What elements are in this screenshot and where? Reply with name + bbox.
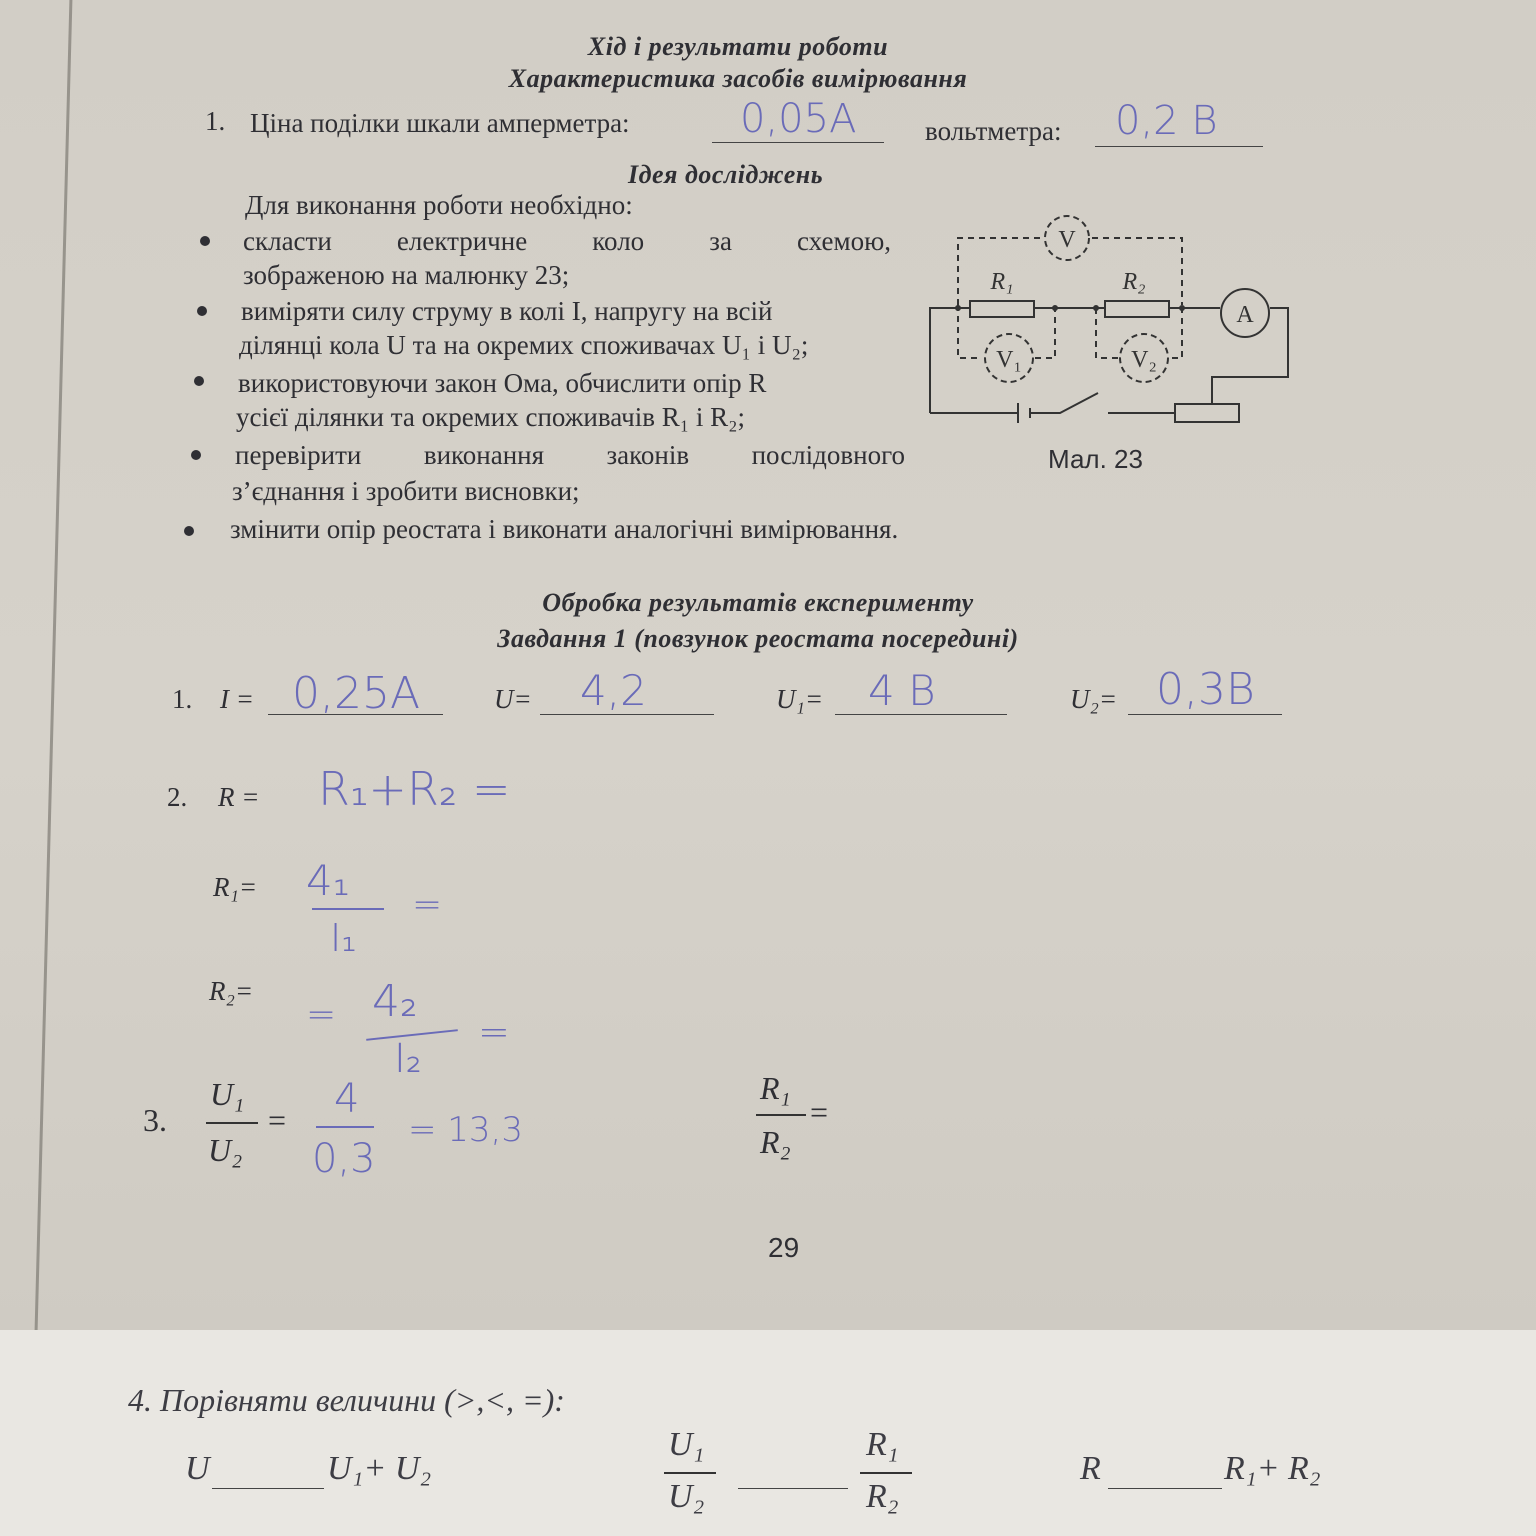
compare-r-answer-line <box>1108 1488 1222 1489</box>
voltage-ratio-result: = 13,3 <box>408 1110 523 1150</box>
voltage1-label: U₁= <box>776 684 824 714</box>
bullet-dot <box>194 376 204 386</box>
resistance2-equals: = <box>478 1010 510 1054</box>
resistance-label: R = <box>218 782 260 812</box>
resistance-ratio-equals: = <box>810 1094 829 1130</box>
resistor-r1 <box>970 301 1034 317</box>
resistance2-prefix: = <box>306 994 337 1035</box>
voltmeter-v1-label: V₁ <box>996 347 1022 373</box>
resistance-formula: R₁+R₂ = <box>318 762 511 816</box>
battery-symbol <box>1018 403 1030 423</box>
bullet-3-line-2: усієї ділянки та окремих споживачів R₁ і R₂; <box>236 402 746 432</box>
bullet-2-line-1: виміряти силу струму в колі I, напругу на всій <box>241 296 773 326</box>
bullet-4-line-1: перевірити виконання законів послідовного <box>235 440 905 470</box>
compare-u-answer-line <box>212 1488 324 1489</box>
page-edge-shadow <box>35 0 73 1330</box>
bullet-dot <box>200 236 210 246</box>
current-answer: 0,25А <box>292 668 421 719</box>
compare-r-ratio-bar <box>860 1472 912 1474</box>
wire-left <box>930 308 970 413</box>
compare-u-ratio-denominator: U₂ <box>668 1478 705 1515</box>
circuit-diagram <box>920 205 1300 440</box>
figure-caption: Мал. 23 <box>1048 444 1143 474</box>
resistance1-label: R₁= <box>213 872 258 902</box>
section-title: Хід і результати роботи <box>587 32 889 61</box>
ammeter-label: Ціна поділки шкали амперметра: <box>250 108 630 138</box>
switch-symbol <box>1030 393 1175 413</box>
compare-r-label: R <box>1080 1450 1101 1487</box>
page-number: 29 <box>768 1232 800 1263</box>
voltage2-label: U₂= <box>1070 684 1118 714</box>
voltage-ratio-hand-denominator: 0,3 <box>312 1136 376 1182</box>
voltage-label: U= <box>494 684 532 714</box>
resistor-r2 <box>1105 301 1169 317</box>
voltage-ratio-hand-bar <box>316 1126 374 1128</box>
bullet-2-line-2: ділянці кола U та на окремих споживачах U₁ і U₂; <box>239 330 809 360</box>
voltage-ratio-equals: = <box>268 1102 287 1138</box>
voltmeter-answer: 0,2 В <box>1115 98 1218 144</box>
row3-number: 3. <box>143 1102 167 1138</box>
voltage-ratio-hand-numerator: 4 <box>334 1076 360 1122</box>
resistance-ratio-denominator: R₂ <box>760 1124 791 1160</box>
item1-number: 1. <box>205 106 226 136</box>
voltage2-answer: 0,3В <box>1156 664 1255 715</box>
bullet-1-line-2: зображеною на малюнку 23; <box>243 260 570 290</box>
bullet-dot <box>197 306 207 316</box>
rheostat <box>1175 404 1239 422</box>
row1-number: 1. <box>172 684 193 714</box>
ammeter-a-label: A <box>1236 302 1254 328</box>
resistance1-numerator: 4₁ <box>306 856 350 905</box>
bullet-3-line-1: використовуючи закон Ома, обчислити опір R <box>238 368 767 398</box>
compare-r-ratio-denominator: R₂ <box>866 1478 899 1515</box>
voltage-ratio-numerator: U₁ <box>210 1076 245 1112</box>
voltmeter-v2-label: V₂ <box>1131 347 1157 373</box>
compare-u-sum: U₁+ U₂ <box>327 1450 432 1487</box>
row2-number: 2. <box>167 782 188 812</box>
bullet-dot <box>184 526 194 536</box>
resistance1-fraction-bar <box>312 908 384 910</box>
worksheet-next-page <box>0 1330 1536 1536</box>
resistor-r1-label: R₁ <box>990 269 1014 295</box>
bullet-5-line-1: змінити опір реостата і виконати аналогічні вимірювання. <box>230 514 899 544</box>
ammeter-answer: 0,05А <box>740 96 857 142</box>
resistance2-label: R₂= <box>209 976 254 1006</box>
bullet-dot <box>191 450 201 460</box>
resistance2-numerator: 4₂ <box>372 976 418 1027</box>
resistance2-denominator: I₂ <box>394 1036 422 1082</box>
compare-ratio-answer-line <box>738 1488 848 1489</box>
compare-r-sum: R₁+ R₂ <box>1224 1450 1321 1487</box>
resistance-ratio-numerator: R₁ <box>760 1070 791 1106</box>
row4-title: 4. Порівняти величини (>,<, =): <box>128 1382 565 1418</box>
voltage-ratio-bar <box>206 1122 258 1124</box>
resistor-r2-label: R₂ <box>1122 269 1146 295</box>
resistance1-denominator: I₁ <box>330 916 357 960</box>
current-label: I = <box>220 684 254 714</box>
section-subtitle: Характеристика засобів вимірювання <box>508 64 968 93</box>
voltmeter-label: вольтметра: <box>925 116 1062 146</box>
processing-title: Обробка результатів експерименту <box>542 588 974 617</box>
bullet-1-line-1: скласти електричне коло за схемою, <box>243 226 891 256</box>
voltage1-answer: 4 В <box>868 666 936 715</box>
voltage-answer: 4,2 <box>580 666 647 715</box>
compare-u-ratio-bar <box>664 1472 716 1474</box>
compare-r-ratio-numerator: R₁ <box>866 1426 899 1463</box>
task-title: Завдання 1 (повзунок реостата посередині) <box>497 624 1019 653</box>
resistance1-equals: = <box>412 884 443 925</box>
bullet-4-line-2: з’єднання і зробити висновки; <box>232 476 580 506</box>
compare-u-label: U <box>185 1450 210 1487</box>
idea-intro: Для виконання роботи необхідно: <box>245 190 633 220</box>
voltmeter-answer-line <box>1095 146 1263 147</box>
resistance-ratio-bar <box>756 1114 806 1116</box>
compare-u-ratio-numerator: U₁ <box>668 1426 705 1463</box>
ammeter-answer-line <box>712 142 884 143</box>
voltmeter-v-label: V <box>1058 227 1076 253</box>
voltage-ratio-denominator: U₂ <box>208 1132 243 1168</box>
idea-title: Ідея досліджень <box>628 160 824 189</box>
